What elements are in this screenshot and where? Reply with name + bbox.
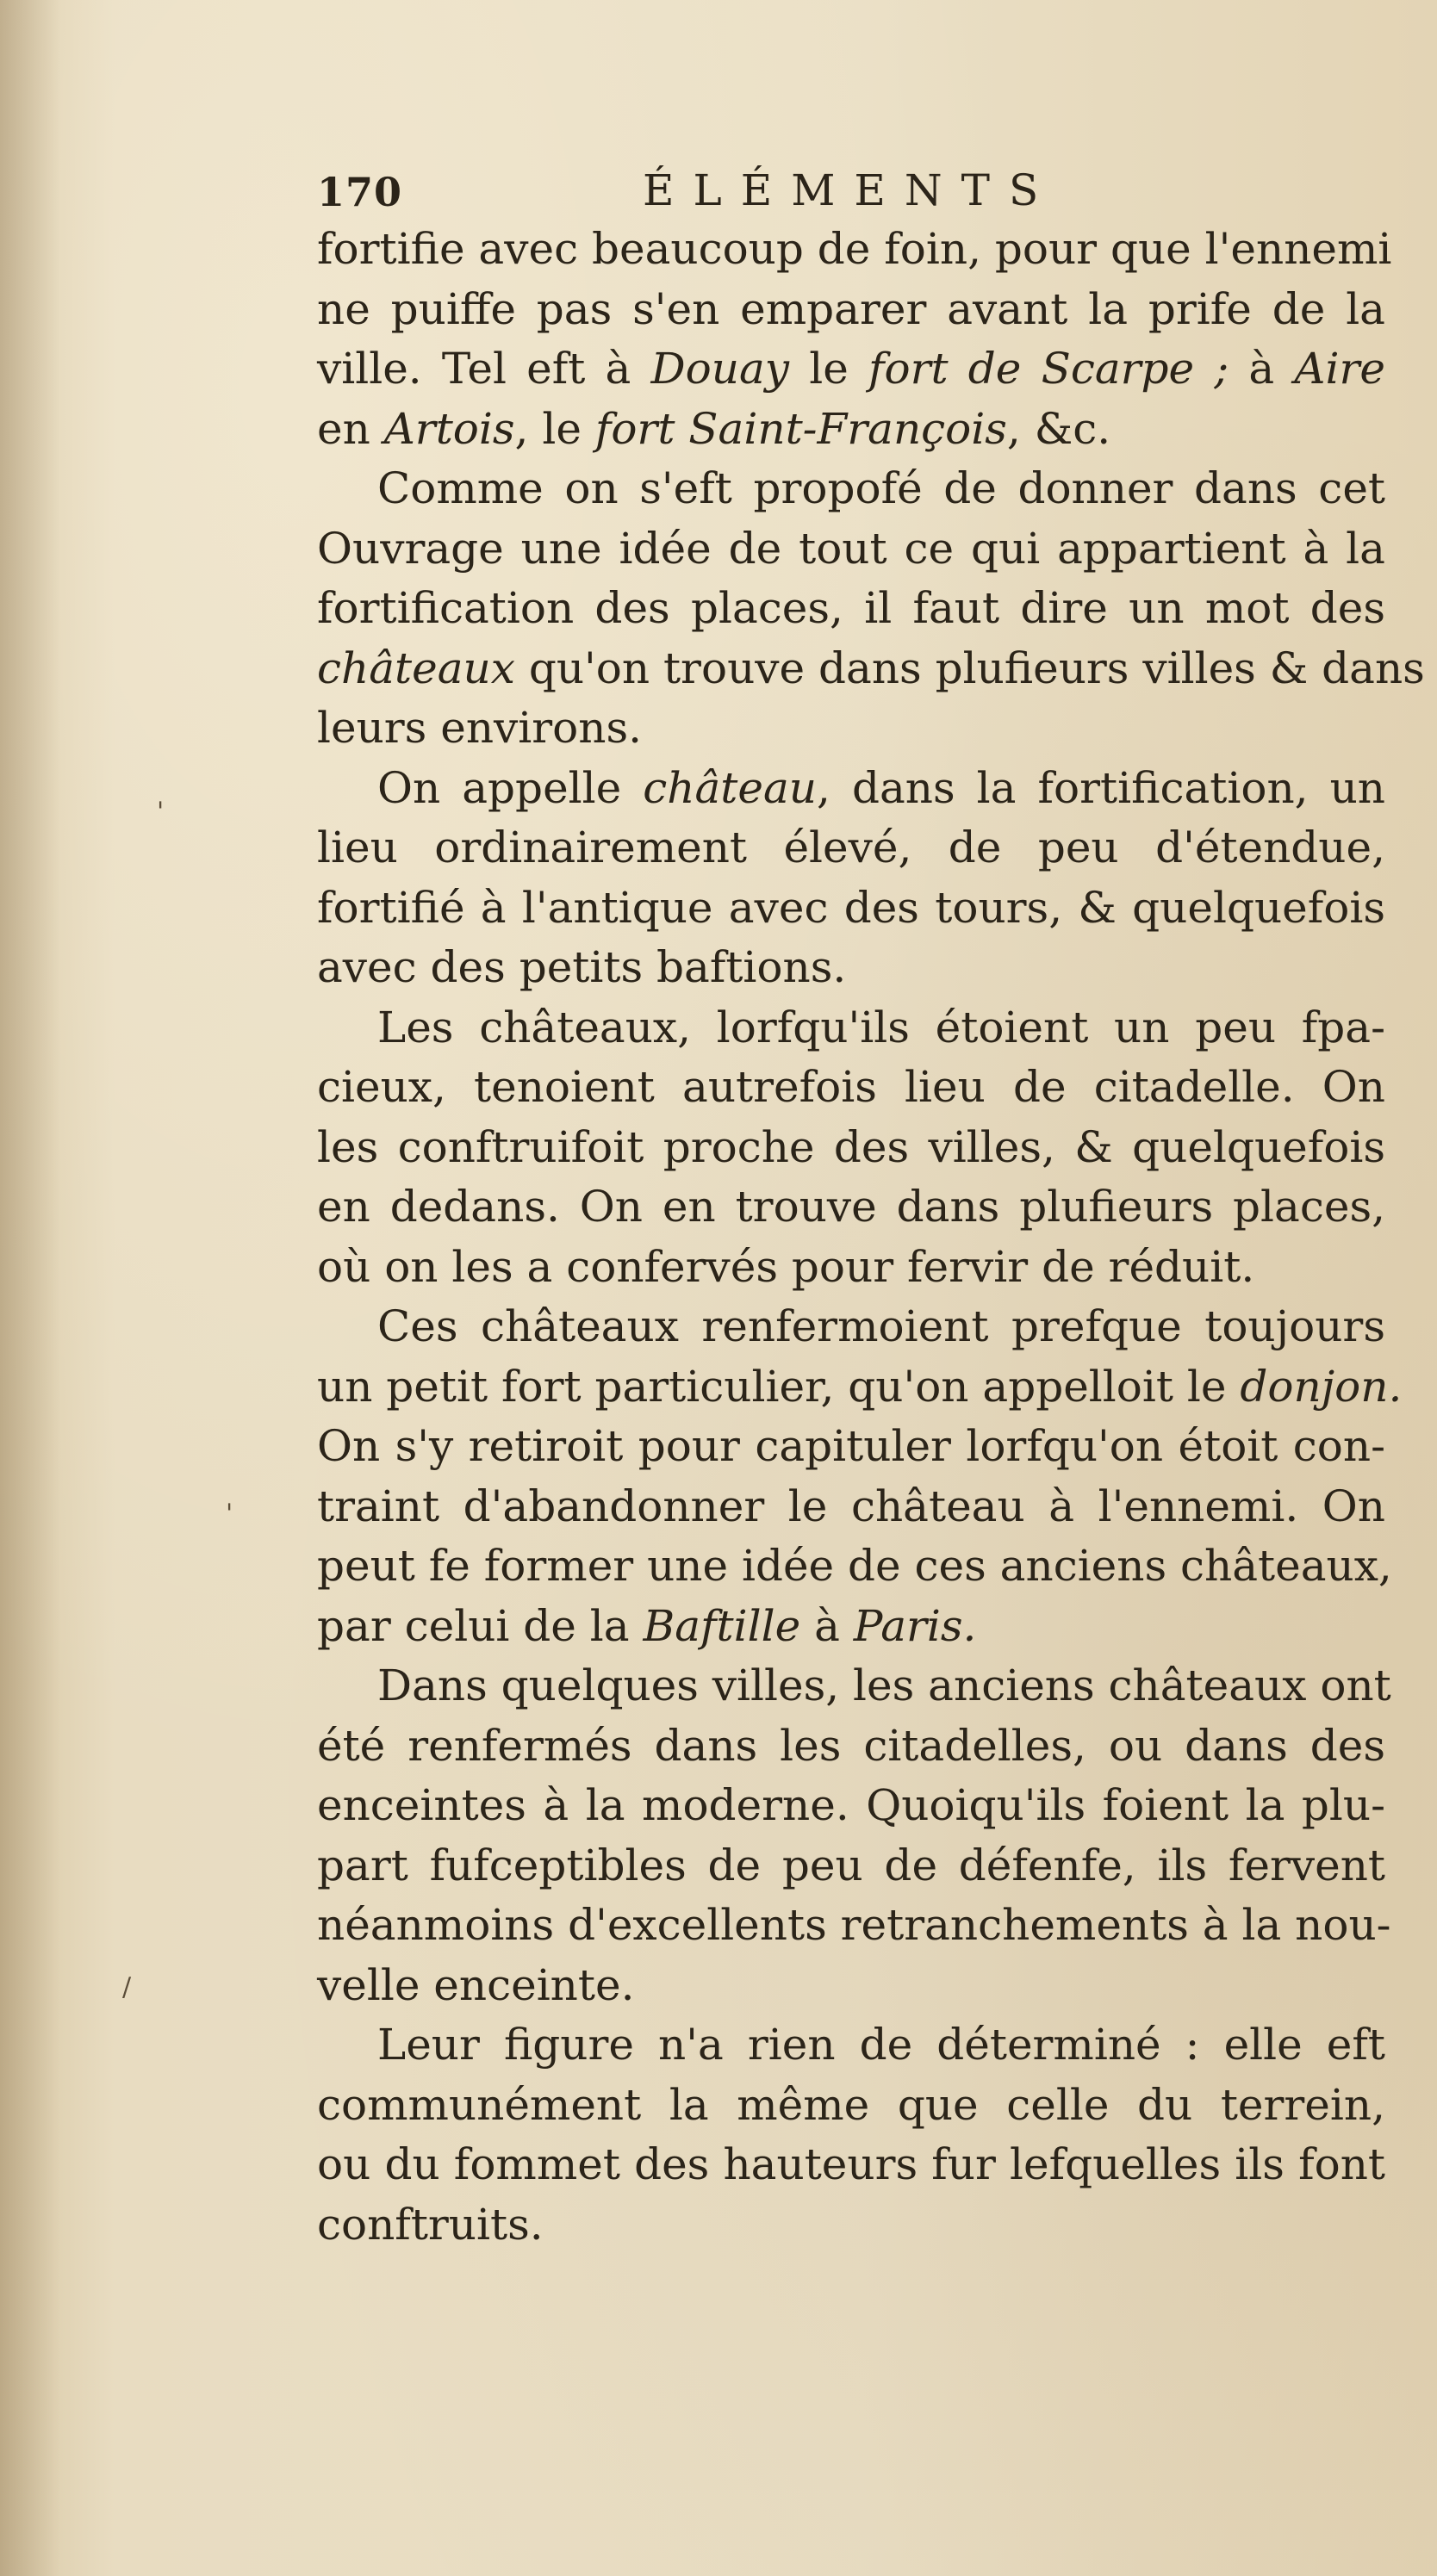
text-line: [317, 400, 1385, 460]
body-text: [317, 220, 1425, 2255]
text-segment: ou du fommet des hauteurs fur lefquelles ils font: [317, 2139, 1385, 2189]
italic-segment: donjon.: [1240, 1361, 1403, 1412]
spine-shadow: [0, 0, 60, 2576]
margin-mark: ': [226, 1499, 233, 1529]
text-segment: été renfermés dans les citadelles, ou dans des: [317, 1720, 1385, 1771]
text-line: [317, 759, 1385, 819]
italic-segment: Artois: [383, 403, 515, 454]
text-line: [317, 579, 1385, 639]
text-segment: ville. Tel eft à: [317, 344, 651, 394]
text-line: [317, 1956, 1385, 2016]
text-line: [317, 339, 1385, 400]
text-segment: leurs environs.: [317, 703, 643, 753]
text-segment: On appelle: [377, 762, 644, 813]
margin-mark: ': [157, 797, 165, 827]
text-line: [317, 639, 1425, 699]
text-segment: en dedans. On en trouve dans plufieurs places,: [317, 1182, 1385, 1232]
page-number: 170: [317, 169, 403, 215]
text-line: [317, 1836, 1385, 1896]
text-line: [317, 220, 1392, 280]
text-line: [317, 698, 1385, 759]
text-segment: avec des petits baftions.: [317, 942, 847, 992]
text-segment: Les châteaux, lorfqu'ils étoient un peu fpa-: [377, 1002, 1385, 1052]
text-line: [317, 2135, 1385, 2195]
text-segment: , dans la fortification, un: [817, 762, 1386, 813]
italic-segment: châteaux: [317, 642, 515, 693]
text-segment: par celui de la: [317, 1600, 644, 1651]
text-line: [317, 818, 1385, 878]
text-segment: part fufceptibles de peu de défenfe, ils fervent: [317, 1840, 1385, 1890]
text-segment: le: [789, 344, 868, 394]
text-line: [317, 1238, 1385, 1298]
text-segment: communément la même que celle du terrein,: [317, 2079, 1385, 2130]
text-segment: qu'on trouve dans plufieurs villes & dans: [514, 642, 1425, 693]
text-line: [317, 280, 1385, 340]
text-segment: en: [317, 403, 384, 454]
text-line: [317, 998, 1385, 1058]
text-segment: fortifie avec beaucoup de foin, pour que l'ennemi: [317, 224, 1392, 274]
italic-segment: fort de Scarpe ;: [868, 344, 1229, 394]
text-line: [317, 519, 1385, 580]
text-line: [317, 2076, 1385, 2136]
text-line: [317, 938, 1385, 998]
text-line: [317, 1177, 1385, 1238]
text-segment: où on les a confervés pour fervir de réduit.: [317, 1241, 1255, 1292]
text-line: [317, 1118, 1385, 1178]
italic-segment: Paris.: [853, 1600, 977, 1651]
text-line: [317, 1776, 1385, 1836]
text-line: [317, 1716, 1385, 1777]
text-segment: néanmoins d'excellents retranchements à la nou-: [317, 1900, 1391, 1950]
running-head: ÉLÉMENTS: [643, 165, 1058, 215]
text-line: [317, 2015, 1385, 2076]
text-line: [317, 1597, 1385, 1657]
text-line: [317, 1297, 1385, 1357]
text-segment: les conftruifoit proche des villes, & quelquefois: [317, 1121, 1385, 1172]
text-segment: Leur figure n'a rien de déterminé : elle eft: [377, 2020, 1385, 2070]
italic-segment: Aire: [1294, 344, 1385, 394]
text-line: [317, 1417, 1385, 1477]
text-segment: conftruits.: [317, 2199, 544, 2250]
text-segment: On s'y retiroit pour capituler lorfqu'on étoit con-: [317, 1421, 1385, 1471]
text-line: [317, 2195, 1385, 2256]
text-line: [317, 1357, 1403, 1418]
text-segment: à: [800, 1600, 854, 1651]
text-line: [317, 1896, 1391, 1956]
text-line: [317, 1656, 1391, 1716]
text-segment: , le: [514, 403, 595, 454]
italic-segment: fort Saint-François: [594, 403, 1007, 454]
text-segment: velle enceinte.: [317, 1959, 635, 2010]
text-segment: Ouvrage une idée de tout ce qui appartient à la: [317, 523, 1385, 574]
text-line: [317, 459, 1385, 519]
text-segment: à: [1229, 344, 1295, 394]
text-segment: lieu ordinairement élevé, de peu d'étendue,: [317, 822, 1385, 872]
italic-segment: Baftille: [643, 1600, 801, 1651]
italic-segment: château: [643, 762, 817, 813]
text-segment: Dans quelques villes, les anciens châteaux ont: [377, 1660, 1391, 1710]
text-segment: ne puiffe pas s'en emparer avant la prife de la: [317, 283, 1385, 334]
italic-segment: Douay: [650, 344, 789, 394]
text-line: [317, 1477, 1385, 1537]
text-segment: , &c.: [1006, 403, 1111, 454]
margin-mark: /: [122, 1972, 132, 2002]
text-segment: un petit fort particulier, qu'on appelloit le: [317, 1361, 1241, 1412]
text-line: [317, 1536, 1392, 1597]
page-header: [317, 165, 1342, 220]
text-segment: Comme on s'eft propofé de donner dans cet: [377, 463, 1385, 513]
text-segment: cieux, tenoient autrefois lieu de citadelle. On: [317, 1062, 1385, 1112]
text-segment: enceintes à la moderne. Quoiqu'ils foient la plu-: [317, 1780, 1385, 1830]
text-line: [317, 878, 1385, 939]
text-segment: Ces châteaux renfermoient prefque toujours: [377, 1301, 1385, 1351]
text-segment: fortifié à l'antique avec des tours, & quelquefois: [317, 882, 1385, 933]
text-segment: traint d'abandonner le château à l'ennemi. On: [317, 1480, 1385, 1531]
text-line: [317, 1058, 1385, 1118]
text-segment: fortification des places, il faut dire un mot des: [317, 583, 1385, 633]
text-segment: peut fe former une idée de ces anciens châteaux,: [317, 1541, 1392, 1591]
